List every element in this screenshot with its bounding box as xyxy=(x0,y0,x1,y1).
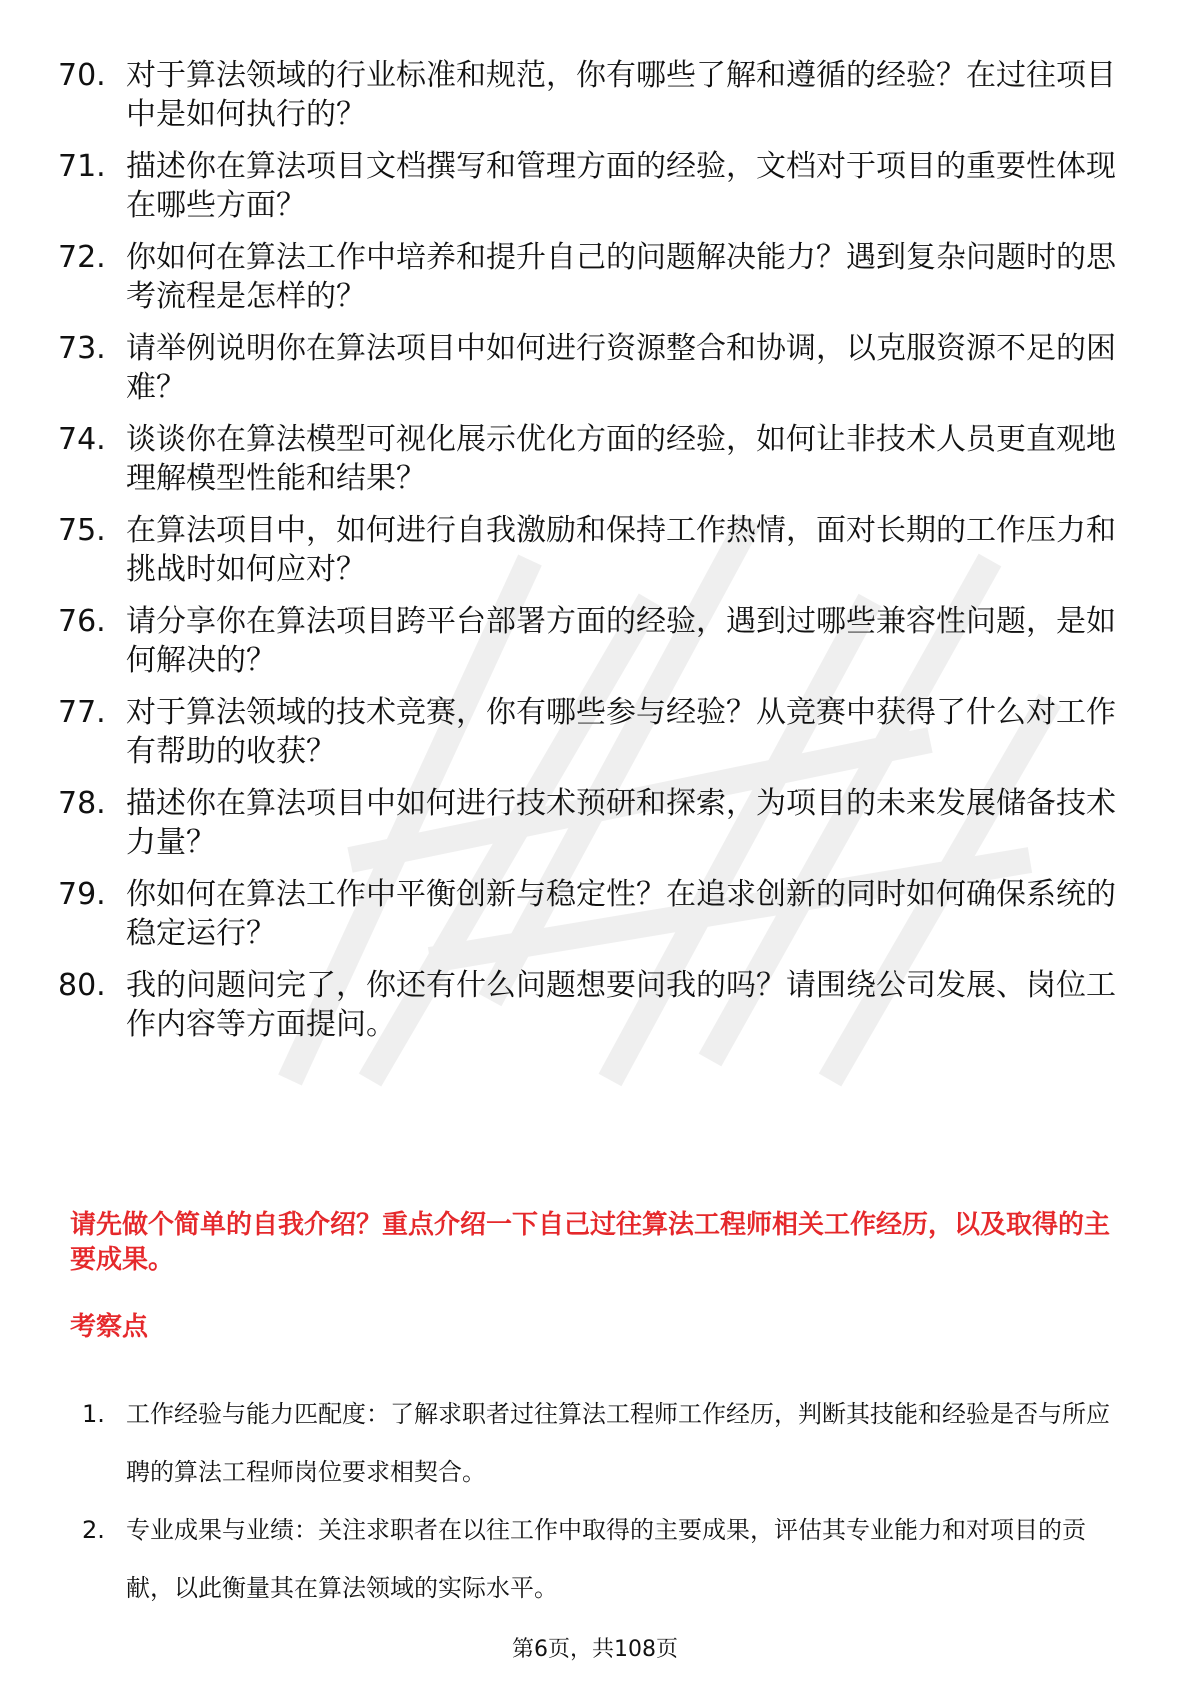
question-text: 请分享你在算法项目跨平台部署方面的经验，遇到过哪些兼容性问题，是如何解决的？ xyxy=(126,604,1116,678)
question-number: 71. xyxy=(58,149,106,184)
question-number: 77. xyxy=(58,695,106,730)
list-item xyxy=(58,875,1118,953)
list-item xyxy=(58,784,1118,862)
list-item xyxy=(82,1501,1122,1617)
question-number: 74. xyxy=(58,422,106,457)
list-item xyxy=(58,693,1118,771)
question-number: 75. xyxy=(58,513,106,548)
list-item xyxy=(58,56,1118,134)
list-item xyxy=(58,511,1118,589)
list-item xyxy=(82,1385,1122,1501)
question-number: 72. xyxy=(58,240,106,275)
question-number: 76. xyxy=(58,604,106,639)
list-item xyxy=(58,966,1118,1044)
question-list xyxy=(58,56,1118,1057)
list-item xyxy=(58,329,1118,407)
page-footer: 第6页，共108页 xyxy=(512,1637,678,1662)
question-text: 对于算法领域的技术竞赛，你有哪些参与经验？从竞赛中获得了什么对工作有帮助的收获？ xyxy=(126,695,1116,769)
question-text: 对于算法领域的行业标准和规范，你有哪些了解和遵循的经验？在过往项目中是如何执行的？ xyxy=(126,58,1116,132)
section-heading: 考察点 xyxy=(70,1312,149,1342)
list-item xyxy=(58,420,1118,498)
question-number: 79. xyxy=(58,877,106,912)
question-text: 你如何在算法工作中培养和提升自己的问题解决能力？遇到复杂问题时的思考流程是怎样的？ xyxy=(126,240,1116,314)
question-number: 70. xyxy=(58,58,106,93)
list-item xyxy=(58,238,1118,316)
question-number: 78. xyxy=(58,786,106,821)
question-text: 描述你在算法项目文档撰写和管理方面的经验，文档对于项目的重要性体现在哪些方面？ xyxy=(126,149,1116,223)
question-text: 你如何在算法工作中平衡创新与稳定性？在追求创新的同时如何确保系统的稳定运行？ xyxy=(126,877,1116,951)
list-item xyxy=(58,602,1118,680)
assessment-points-list xyxy=(82,1385,1122,1617)
question-text: 我的问题问完了，你还有什么问题想要问我的吗？请围绕公司发展、岗位工作内容等方面提问。 xyxy=(126,968,1116,1042)
question-text: 在算法项目中，如何进行自我激励和保持工作热情，面对长期的工作压力和挑战时如何应对？ xyxy=(126,513,1116,587)
list-item xyxy=(58,147,1118,225)
question-number: 80. xyxy=(58,968,106,1003)
question-number: 73. xyxy=(58,331,106,366)
point-text: 工作经验与能力匹配度：了解求职者过往算法工程师工作经历，判断其技能和经验是否与所应聘的算法工程师岗位要求相契合。 xyxy=(126,1400,1110,1486)
point-number: 2. xyxy=(82,1516,105,1544)
point-number: 1. xyxy=(82,1400,105,1428)
question-text: 谈谈你在算法模型可视化展示优化方面的经验，如何让非技术人员更直观地理解模型性能和结果？ xyxy=(126,422,1116,496)
highlighted-question: 请先做个简单的自我介绍？重点介绍一下自己过往算法工程师相关工作经历，以及取得的主要成果。 xyxy=(70,1210,1111,1275)
point-text: 专业成果与业绩：关注求职者在以往工作中取得的主要成果，评估其专业能力和对项目的贡献，以此衡量其在算法领域的实际水平。 xyxy=(126,1516,1086,1602)
question-text: 描述你在算法项目中如何进行技术预研和探索，为项目的未来发展储备技术力量？ xyxy=(126,786,1116,860)
question-text: 请举例说明你在算法项目中如何进行资源整合和协调，以克服资源不足的困难？ xyxy=(126,331,1116,405)
